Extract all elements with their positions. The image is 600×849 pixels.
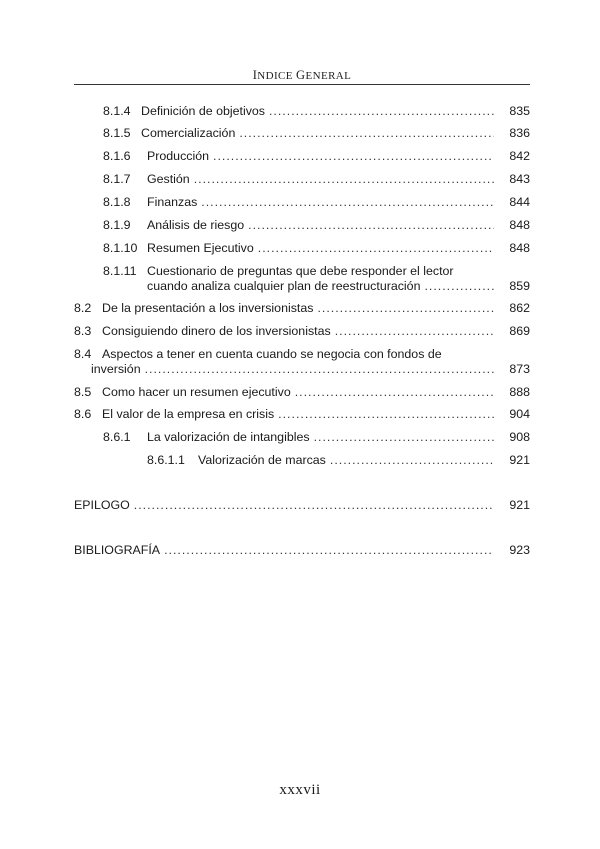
toc-entry-title: BIBLIOGRAFÍA <box>74 543 161 557</box>
toc-entry-page: 848 <box>509 218 530 232</box>
toc-entry-page: 921 <box>509 498 530 512</box>
toc-entry-title: Análisis de riesgo <box>147 218 245 232</box>
toc-entry-first-line[interactable] <box>74 347 442 362</box>
toc-leader-dots <box>164 543 494 558</box>
toc-entry-page: 888 <box>509 385 530 399</box>
toc-entry[interactable] <box>103 126 530 141</box>
toc-entry-title-continued: cuando analiza cualquier plan de reestructuración <box>147 279 421 293</box>
toc-entry-title: La valorización de intangibles <box>147 430 310 444</box>
toc-entry-title: De la presentación a los inversionistas <box>102 301 314 315</box>
toc-entry[interactable] <box>147 279 530 294</box>
toc-entry-number: 8.1.8 <box>103 195 131 209</box>
toc-leader-dots <box>317 301 494 316</box>
toc-entry-number: 8.6.1 <box>103 430 131 444</box>
toc-entry-title: Definición de objetivos <box>141 104 265 118</box>
toc-entry-title-continued: inversión <box>91 362 141 376</box>
toc-entry-title: Gestión <box>147 172 190 186</box>
toc-entry-title: Aspectos a tener en cuenta cuando se negocia con fondos de <box>102 347 442 361</box>
toc-entry[interactable] <box>74 301 530 316</box>
toc-entry-page: 923 <box>509 543 530 557</box>
toc-entry-number: 8.5 <box>74 385 92 399</box>
toc-entry[interactable] <box>74 498 530 513</box>
toc-entry-page: 873 <box>509 362 530 376</box>
toc-leader-dots <box>134 498 494 513</box>
toc-entry-title: El valor de la empresa en crisis <box>102 407 275 421</box>
toc-entry-page: 869 <box>509 324 530 338</box>
toc-leader-dots <box>145 362 494 377</box>
toc-entry-page: 921 <box>509 453 530 467</box>
toc-entry[interactable] <box>103 195 530 210</box>
toc-entry-number: 8.4 <box>74 347 92 361</box>
toc-leader-dots <box>278 407 494 422</box>
toc-entry[interactable] <box>74 324 530 339</box>
toc-entry-number: 8.1.5 <box>103 126 131 140</box>
toc-entry-page: 844 <box>509 195 530 209</box>
toc-entry-title: Resumen Ejecutivo <box>147 241 254 255</box>
toc-entry-page: 848 <box>509 241 530 255</box>
toc-entry-page: 842 <box>509 149 530 163</box>
toc-entry-number: 8.1.4 <box>103 104 131 118</box>
toc-leader-dots <box>239 126 494 141</box>
toc-entry-page: 835 <box>509 104 530 118</box>
toc-leader-dots <box>330 453 494 468</box>
toc-entry-title: Como hacer un resumen ejecutivo <box>102 385 291 399</box>
toc-entry-title: EPILOGO <box>74 498 130 512</box>
toc-entry-page: 862 <box>509 301 530 315</box>
toc-entry[interactable] <box>103 218 530 233</box>
toc-entry-page: 836 <box>509 126 530 140</box>
toc-entry[interactable] <box>91 362 530 377</box>
toc-entry-number: 8.1.7 <box>103 172 131 186</box>
toc-entry-title: Producción <box>147 149 209 163</box>
toc-entry[interactable] <box>103 104 530 119</box>
toc-entry[interactable] <box>74 407 530 422</box>
page-number: xxxvii <box>279 782 321 798</box>
toc-entry-title: Comercialización <box>141 126 236 140</box>
header-initial-1: I <box>252 68 258 82</box>
toc-leader-dots <box>258 241 494 256</box>
toc-leader-dots <box>314 430 494 445</box>
toc-leader-dots <box>335 324 494 339</box>
toc-leader-dots <box>269 104 494 119</box>
toc-leader-dots <box>194 172 494 187</box>
toc-entry[interactable] <box>147 453 530 468</box>
header-initial-2: G <box>296 68 306 82</box>
toc-entry-page: 843 <box>509 172 530 186</box>
toc-entry-number: 8.1.11 <box>103 264 137 278</box>
toc-entry-first-line[interactable] <box>103 264 454 279</box>
toc-entry-title: Valorización de marcas <box>198 453 326 467</box>
toc-entry[interactable] <box>74 543 530 558</box>
toc-entry-number: 8.6.1.1 <box>147 453 185 467</box>
toc-entry-title: Finanzas <box>147 195 198 209</box>
toc-entry[interactable] <box>103 241 530 256</box>
toc-entry-page: 859 <box>509 279 530 293</box>
toc-entry[interactable] <box>103 149 530 164</box>
toc-leader-dots <box>213 149 494 164</box>
toc-leader-dots <box>424 279 494 294</box>
toc-leader-dots <box>201 195 494 210</box>
toc-entry-title: Cuestionario de preguntas que debe responder el lector <box>147 264 454 278</box>
toc-entry-number: 8.1.9 <box>103 218 131 232</box>
toc-entry-number: 8.3 <box>74 324 92 338</box>
toc-entry[interactable] <box>103 172 530 187</box>
toc-entry-number: 8.6 <box>74 407 92 421</box>
header-rest-1: NDICE <box>257 70 297 82</box>
toc-entry[interactable] <box>103 430 530 445</box>
toc-entry-number: 8.1.10 <box>103 241 138 255</box>
toc-entry-number: 8.2 <box>74 301 92 315</box>
toc-leader-dots <box>295 385 494 400</box>
toc-leader-dots <box>248 218 494 233</box>
toc-entry-title: Consiguiendo dinero de los inversionistas <box>102 324 331 338</box>
toc-entry-page: 904 <box>509 407 530 421</box>
toc-entry-number: 8.1.6 <box>103 149 131 163</box>
toc-entry[interactable] <box>74 385 530 400</box>
toc-entry-page: 908 <box>509 430 530 444</box>
header-rest-2: ENERAL <box>305 70 352 82</box>
